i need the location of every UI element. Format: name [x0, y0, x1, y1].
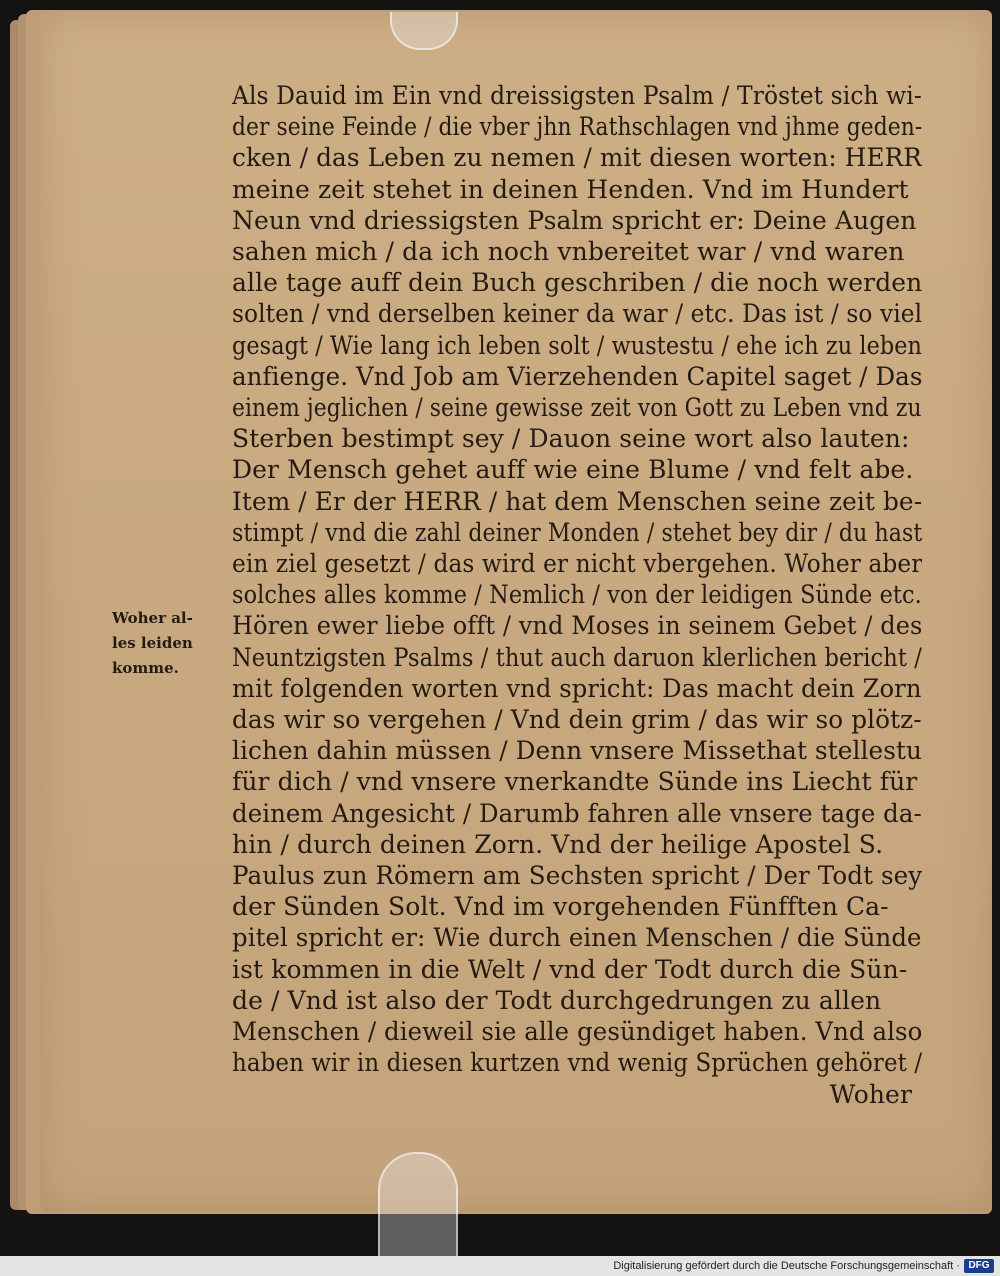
text-line: de / Vnd ist also der Todt durchgedrungen zu allen — [232, 985, 882, 1015]
text-line: Neuntzigsten Psalms / thut auch daruon klerlichen bericht / — [232, 642, 922, 672]
text-line: mit folgenden worten vnd spricht: Das macht dein Zorn — [232, 673, 922, 703]
text-line: gesagt / Wie lang ich leben solt / wustestu / ehe ich zu leben — [232, 330, 922, 360]
funding-credit: Digitalisierung gefördert durch die Deutsche Forschungsgemeinschaft · — [613, 1260, 960, 1272]
text-line: Als Dauid im Ein vnd dreissigsten Psalm / Tröstet sich wi- — [232, 81, 922, 110]
text-line: ist kommen in die Welt / vnd der Todt durch die Sün- — [232, 954, 908, 984]
text-line: der Sünden Solt. Vnd im vorgehenden Fünfften Ca- — [232, 892, 889, 922]
dfg-logo: DFG — [964, 1259, 994, 1273]
marginal-note — [112, 606, 212, 681]
text-line: Der Mensch gehet auff wie eine Blume / vnd felt abe. — [232, 455, 914, 485]
text-line: ein ziel gesetzt / das wird er nicht vbergehen. Woher aber — [232, 549, 922, 579]
text-line: der seine Feinde / die vber jhn Rathschlagen vnd jhme geden- — [232, 112, 922, 142]
text-line: cken / das Leben zu nemen / mit diesen worten: HERR — [232, 143, 922, 173]
text-line: Menschen / dieweil sie alle gesündiget haben. Vnd also — [232, 1017, 922, 1047]
text-line: Paulus zun Römern am Sechsten spricht / Der Todt sey — [232, 861, 922, 891]
text-line: anfienge. Vnd Job am Vierzehenden Capitel saget / Das — [232, 361, 922, 391]
text-line: Hören ewer liebe offt / vnd Moses in seinem Gebet / des — [232, 611, 922, 641]
text-line: für dich / vnd vnsere vnerkandte Sünde ins Liecht für — [232, 767, 918, 797]
marginal-note-line: komme. — [112, 659, 179, 677]
text-line: alle tage auff dein Buch geschriben / die noch werden — [232, 268, 922, 298]
text-line: haben wir in diesen kurtzen vnd wenig Sprüchen gehöret / — [232, 1048, 922, 1078]
text-line: hin / durch deinen Zorn. Vnd der heilige Apostel S. — [232, 829, 884, 859]
text-line: deinem Angesicht / Darumb fahren alle vnsere tage da- — [232, 798, 922, 828]
text-line: Sterben bestimpt sey / Dauon seine wort also lauten: — [232, 424, 910, 454]
main-text-block — [232, 80, 922, 1110]
catchword: Woher — [829, 1079, 912, 1109]
text-line: Neun vnd driessigsten Psalm spricht er: Deine Augen — [232, 205, 917, 235]
text-line: meine zeit stehet in deinen Henden. Vnd im Hundert — [232, 174, 909, 204]
text-line: pitel spricht er: Wie durch einen Menschen / die Sünde — [232, 923, 922, 953]
text-line: solches alles komme / Nemlich / von der leidigen Sünde etc. — [232, 580, 922, 610]
text-line: einem jeglichen / seine gewisse zeit von Gott zu Leben vnd zu — [232, 393, 922, 423]
text-line: sahen mich / da ich noch vnbereitet war / vnd waren — [232, 237, 905, 267]
text-line: solten / vnd derselben keiner da war / etc. Das ist / so viel — [232, 299, 922, 329]
text-line: das wir so vergehen / Vnd dein grim / das wir so plötz- — [232, 705, 922, 735]
text-line: stimpt / vnd die zahl deiner Monden / stehet bey dir / du hast — [232, 517, 922, 547]
marginal-note-line: Woher al- — [112, 609, 193, 627]
marginal-note-line: les leiden — [112, 634, 193, 652]
text-line: lichen dahin müssen / Denn vnsere Missethat stellestu — [232, 736, 922, 766]
top-page-clip — [390, 12, 458, 50]
text-line: Item / Er der HERR / hat dem Menschen seine zeit be- — [232, 486, 922, 516]
